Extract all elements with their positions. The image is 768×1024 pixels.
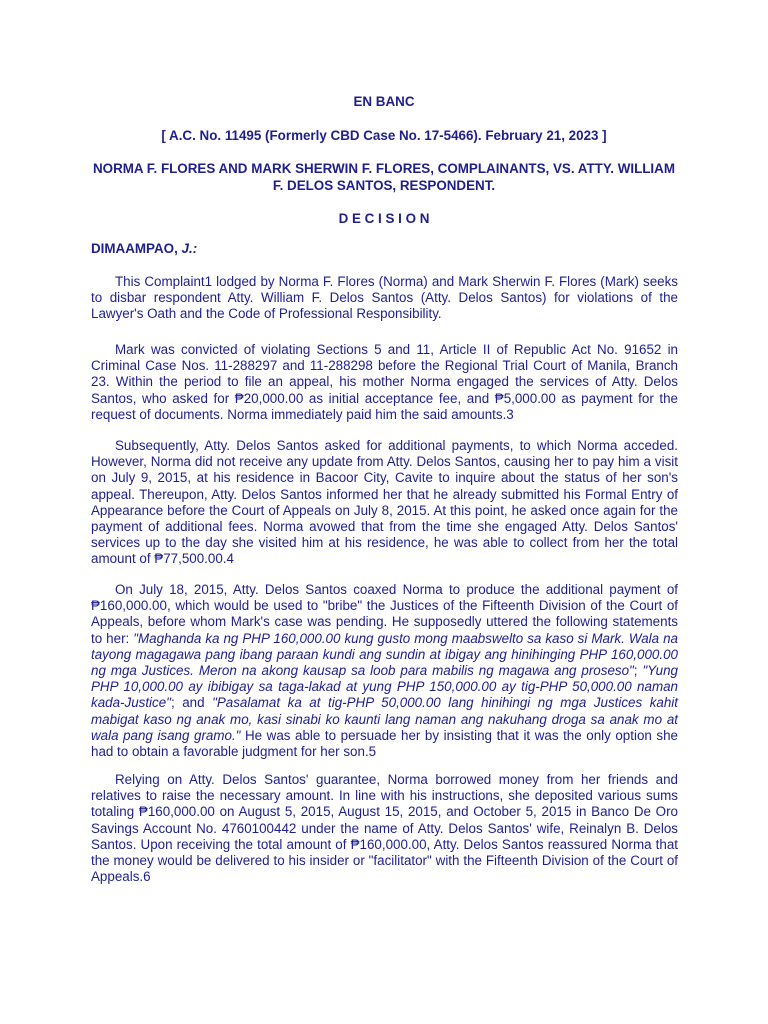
paragraph-1: This Complaint1 lodged by Norma F. Flores (Norma) and Mark Sherwin F. Flores (Mark) seeks to disbar respondent Atty. William F. Delos Santos (Atty. Delos Santos) for violations of the Lawyer's Oath and the Code of Professional Responsibility. xyxy=(91,274,678,322)
quote-3: "Pasalamat ka at tig-PHP 50,000.00 lang hinihingi ng mga Justices kahit mabigat kaso ng anak mo, kasi sinabi ko kaunti lang naman ang nakuhang droga sa anak mo at wala pang isang gramo." xyxy=(91,695,678,743)
quote-separator-2: ; and xyxy=(170,695,213,711)
paragraph-2: Mark was convicted of violating Sections 5 and 11, Article II of Republic Act No. 91652 in Criminal Case Nos. 11-288297 and 11-288298 before the Regional Trial Court of Manila, Branch 23. Within the period to file an appeal, his mother Norma engaged the services of Atty. Delos Santos, who asked for ₱20,000.00 as initial acceptance fee, and ₱5,000.00 as payment for the request of documents. Norma immediately paid him the said amounts.3 xyxy=(91,342,678,422)
paragraph-5: Relying on Atty. Delos Santos' guarantee, Norma borrowed money from her friends and relatives to raise the necessary amount. In line with his instructions, she deposited various sums totaling ₱160,000.00 on August 5, 2015, August 15, 2015, and October 5, 2015 in Banco De Oro Savings Account No. 4760100442 under the name of Atty. Delos Santos' wife, Reinalyn B. Delos Santos. Upon receiving the total amount of ₱160,000.00, Atty. Delos Santos reassured Norma that the money would be delivered to his insider or "facilitator" with the Fifteenth Division of the Court of Appeals.6 xyxy=(91,772,678,885)
decision-title: D E C I S I O N xyxy=(338,211,430,226)
paragraph-3: Subsequently, Atty. Delos Santos asked for additional payments, to which Norma acceded. However, Norma did not receive any update from Atty. Delos Santos, causing her to pay him a visit on July 9, 2015, at his residence in Bacoor City, Cavite to inquire about the status of her son's appeal. Thereupon, Atty. Delos Santos informed her that he already submitted his Formal Entry of Appearance before the Court of Appeals on July 8, 2015. At this point, he asked once again for the payment of additional fees. Norma avowed that from the time she engaged Atty. Delos Santos' services up to the day she visited him at his residence, he was able to collect from her the total amount of ₱77,500.00.4 xyxy=(91,438,678,567)
quote-2: "Yung PHP 10,000.00 ay ibibigay sa taga-lakad at yung PHP 150,000.00 ay tig-PHP 50,000.00 naman kada-Justice" xyxy=(91,663,678,711)
quote-1: "Maghanda ka ng PHP 160,000.00 kung gusto mong maabswelto sa kaso si Mark. Wala na tayong magagawa pang ibang paraan kundi ang sundin at ibigay ang hinihinging PHP 160,000.00 ng mga Justices. Meron na akong kausap sa loob para mabilis ng magawa ang proseso" xyxy=(91,630,678,679)
case-parties: NORMA F. FLORES AND MARK SHERWIN F. FLORES, COMPLAINANTS, VS. ATTY. WILLIAM F. DELOS SANTOS, RESPONDENT. xyxy=(93,161,675,193)
ponente-suffix: J.: xyxy=(181,241,198,256)
paragraph-4-intro: On July 18, 2015, Atty. Delos Santos coaxed Norma to produce the additional payment of ₱160,000.00, which would be used to "bribe" the Justices of the Fifteenth Division of the Court of Appeals, before whom Mark's case was pending. He supposedly uttered the following statements to her: xyxy=(91,582,678,646)
ponente-name: DIMAAMPAO, xyxy=(91,241,178,256)
paragraph-4 xyxy=(91,582,678,760)
case-number-line: [ A.C. No. 11495 (Formerly CBD Case No. 17-5466). February 21, 2023 ] xyxy=(161,128,607,143)
paragraph-4-outro: He was able to persuade her by insisting that it was the only option she had to obtain a favorable judgment for her son.5 xyxy=(91,727,678,760)
ponente xyxy=(91,240,197,257)
quote-separator-1: ; xyxy=(633,663,643,679)
court-heading: EN BANC xyxy=(353,94,415,109)
